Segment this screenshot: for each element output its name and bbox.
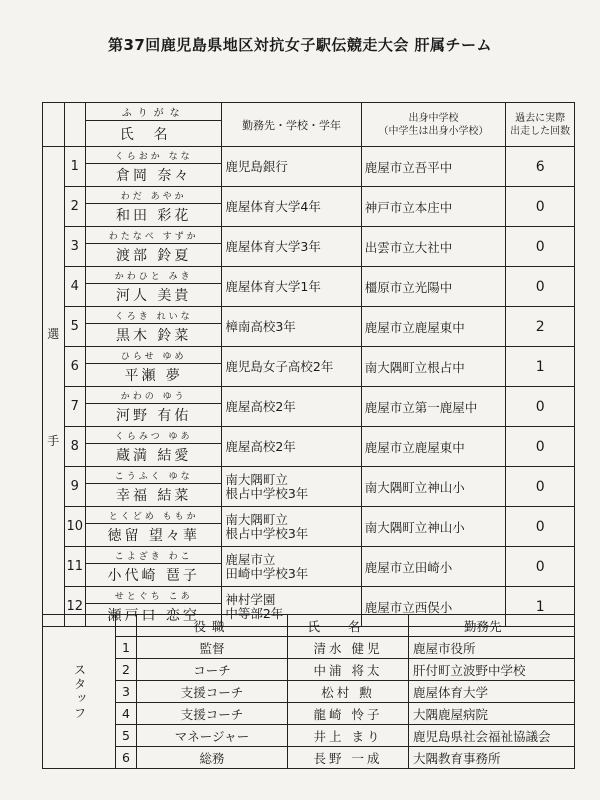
affiliation-line-1: 鹿屋市立 xyxy=(225,551,276,567)
player-run-count: 0 xyxy=(506,387,575,427)
player-run-count: 0 xyxy=(506,507,575,547)
player-roster-table xyxy=(42,102,575,627)
player-affiliation xyxy=(222,227,361,267)
roster-header-row xyxy=(43,103,575,121)
player-row xyxy=(43,307,575,324)
player-furigana: とくどめ ももか xyxy=(86,507,222,524)
player-school: 南大隅町立根占中 xyxy=(361,347,506,387)
staff-row xyxy=(43,703,575,725)
player-name: 倉岡 奈々 xyxy=(86,164,222,187)
staff-header-row xyxy=(43,615,575,637)
player-school: 鹿屋市立吾平中 xyxy=(361,147,506,187)
staff-table xyxy=(42,614,575,769)
player-name: 渡部 鈴夏 xyxy=(86,244,222,267)
affiliation-line-1: 神村学園 xyxy=(225,591,276,607)
player-name: 瀬戸口 恋空 xyxy=(86,604,222,627)
player-furigana: くらおか なな xyxy=(86,147,222,164)
player-number: 9 xyxy=(64,467,86,507)
player-affiliation xyxy=(222,507,361,547)
player-row xyxy=(43,267,575,284)
player-affiliation xyxy=(222,547,361,587)
staff-role: 支援コーチ xyxy=(137,703,288,725)
player-affiliation xyxy=(222,267,361,307)
player-school: 鹿屋市立西俣小 xyxy=(361,587,506,627)
player-row xyxy=(43,227,575,244)
staff-number: 2 xyxy=(116,659,137,681)
player-number: 3 xyxy=(64,227,86,267)
player-furigana: こうふく ゆな xyxy=(86,467,222,484)
staff-workplace: 鹿屋市役所 xyxy=(409,637,575,659)
header-affiliation: 勤務先・学校・学年 xyxy=(222,103,361,147)
staff-role: 監督 xyxy=(137,637,288,659)
player-school: 鹿屋市立第一鹿屋中 xyxy=(361,387,506,427)
player-affiliation xyxy=(222,387,361,427)
staff-workplace: 鹿児島県社会福祉協議会 xyxy=(409,725,575,747)
player-number: 4 xyxy=(64,267,86,307)
player-name: 黒木 鈴菜 xyxy=(86,324,222,347)
player-run-count: 0 xyxy=(506,227,575,267)
staff-row xyxy=(43,637,575,659)
player-furigana: わたなべ すずか xyxy=(86,227,222,244)
staff-name: 井上 まり xyxy=(288,725,409,747)
player-name: 河野 有佑 xyxy=(86,404,222,427)
affiliation-line-1: 鹿屋体育大学3年 xyxy=(225,238,321,254)
header-count: 過去に実際 出走した回数 xyxy=(506,103,575,147)
player-number: 1 xyxy=(64,147,86,187)
player-affiliation xyxy=(222,147,361,187)
affiliation-line-2: 中等部2年 xyxy=(225,605,284,621)
player-furigana: ひらせ ゆめ xyxy=(86,347,222,364)
player-row xyxy=(43,147,575,164)
staff-side-label: スタッフ xyxy=(43,615,116,769)
page-title: 第37回鹿児島県地区対抗女子駅伝競走大会 肝属チーム xyxy=(107,36,493,54)
player-furigana: かわひと みき xyxy=(86,267,222,284)
affiliation-line-1: 鹿屋体育大学1年 xyxy=(225,278,321,294)
player-school: 鹿屋市立鹿屋東中 xyxy=(361,427,506,467)
player-school: 橿原市立光陽中 xyxy=(361,267,506,307)
player-affiliation xyxy=(222,347,361,387)
affiliation-line-1: 鹿児島女子高校2年 xyxy=(225,358,334,374)
player-run-count: 1 xyxy=(506,587,575,627)
affiliation-line-2: 根占中学校3年 xyxy=(225,485,309,501)
side-label-top: 選 xyxy=(47,326,60,341)
staff-number: 4 xyxy=(116,703,137,725)
player-number: 7 xyxy=(64,387,86,427)
player-number: 12 xyxy=(64,587,86,627)
staff-workplace: 大隅鹿屋病院 xyxy=(409,703,575,725)
staff-name: 龍崎 怜子 xyxy=(288,703,409,725)
staff-workplace: 大隅教育事務所 xyxy=(409,747,575,769)
player-school: 神戸市立本庄中 xyxy=(361,187,506,227)
player-row xyxy=(43,467,575,484)
player-row xyxy=(43,187,575,204)
player-school: 鹿屋市立田崎小 xyxy=(361,547,506,587)
header-staff-name: 氏名 xyxy=(288,615,409,637)
player-furigana: くらみつ ゆあ xyxy=(86,427,222,444)
player-affiliation xyxy=(222,187,361,227)
player-run-count: 2 xyxy=(506,307,575,347)
header-furigana: ふりがな xyxy=(86,103,222,121)
affiliation-line-1: 鹿屋高校2年 xyxy=(225,438,296,454)
player-name: 河人 美貴 xyxy=(86,284,222,307)
player-name: 和田 彩花 xyxy=(86,204,222,227)
player-name: 平瀬 夢 xyxy=(86,364,222,387)
staff-name: 長野 一成 xyxy=(288,747,409,769)
header-role: 役職 xyxy=(137,615,288,637)
player-school: 出雲市立大社中 xyxy=(361,227,506,267)
header-work: 勤務先 xyxy=(409,615,575,637)
affiliation-line-2: 田崎中学校3年 xyxy=(225,565,309,581)
player-furigana: くろき れいな xyxy=(86,307,222,324)
staff-role: コーチ xyxy=(137,659,288,681)
header-name: 氏名 xyxy=(86,121,222,147)
staff-number: 5 xyxy=(116,725,137,747)
affiliation-line-1: 鹿児島銀行 xyxy=(225,158,288,174)
player-row xyxy=(43,387,575,404)
player-name: 蔵満 結愛 xyxy=(86,444,222,467)
player-furigana: せとぐち こあ xyxy=(86,587,222,604)
staff-row xyxy=(43,681,575,703)
player-row xyxy=(43,507,575,524)
player-run-count: 6 xyxy=(506,147,575,187)
staff-name: 松村 勲 xyxy=(288,681,409,703)
player-number: 8 xyxy=(64,427,86,467)
player-row xyxy=(43,547,575,564)
staff-row xyxy=(43,659,575,681)
player-run-count: 0 xyxy=(506,467,575,507)
affiliation-line-1: 鹿屋体育大学4年 xyxy=(225,198,321,214)
affiliation-line-1: 鹿屋高校2年 xyxy=(225,398,296,414)
staff-workplace: 鹿屋体育大学 xyxy=(409,681,575,703)
staff-number: 6 xyxy=(116,747,137,769)
player-school: 鹿屋市立鹿屋東中 xyxy=(361,307,506,347)
staff-workplace: 肝付町立波野中学校 xyxy=(409,659,575,681)
staff-row xyxy=(43,725,575,747)
affiliation-line-1: 南大隅町立 xyxy=(225,471,288,487)
player-number: 6 xyxy=(64,347,86,387)
player-run-count: 0 xyxy=(506,267,575,307)
player-number: 5 xyxy=(64,307,86,347)
player-school: 南大隅町立神山小 xyxy=(361,507,506,547)
player-furigana: こよざき わこ xyxy=(86,547,222,564)
player-row xyxy=(43,427,575,444)
player-row xyxy=(43,587,575,604)
player-run-count: 1 xyxy=(506,347,575,387)
player-name: 幸福 結菜 xyxy=(86,484,222,507)
player-furigana: かわの ゆう xyxy=(86,387,222,404)
player-run-count: 0 xyxy=(506,187,575,227)
staff-number: 3 xyxy=(116,681,137,703)
header-school: 出身中学校 （中学生は出身小学校） xyxy=(361,103,506,147)
affiliation-line-2: 根占中学校3年 xyxy=(225,525,309,541)
staff-role: マネージャー xyxy=(137,725,288,747)
affiliation-line-1: 樟南高校3年 xyxy=(225,318,296,334)
affiliation-line-1: 南大隅町立 xyxy=(225,511,288,527)
player-affiliation xyxy=(222,307,361,347)
player-run-count: 0 xyxy=(506,427,575,467)
player-run-count: 0 xyxy=(506,547,575,587)
roster-side-label xyxy=(43,147,65,627)
player-school: 南大隅町立神山小 xyxy=(361,467,506,507)
player-affiliation xyxy=(222,427,361,467)
player-number: 2 xyxy=(64,187,86,227)
side-label-bottom: 手 xyxy=(47,433,60,448)
staff-role: 総務 xyxy=(137,747,288,769)
staff-name: 中浦 将太 xyxy=(288,659,409,681)
player-name: 小代崎 琶子 xyxy=(86,564,222,587)
player-row xyxy=(43,347,575,364)
player-affiliation xyxy=(222,467,361,507)
player-furigana: わだ あやか xyxy=(86,187,222,204)
player-name: 徳留 望々華 xyxy=(86,524,222,547)
staff-number: 1 xyxy=(116,637,137,659)
staff-name: 清水 健児 xyxy=(288,637,409,659)
staff-row xyxy=(43,747,575,769)
player-number: 10 xyxy=(64,507,86,547)
player-number: 11 xyxy=(64,547,86,587)
staff-role: 支援コーチ xyxy=(137,681,288,703)
